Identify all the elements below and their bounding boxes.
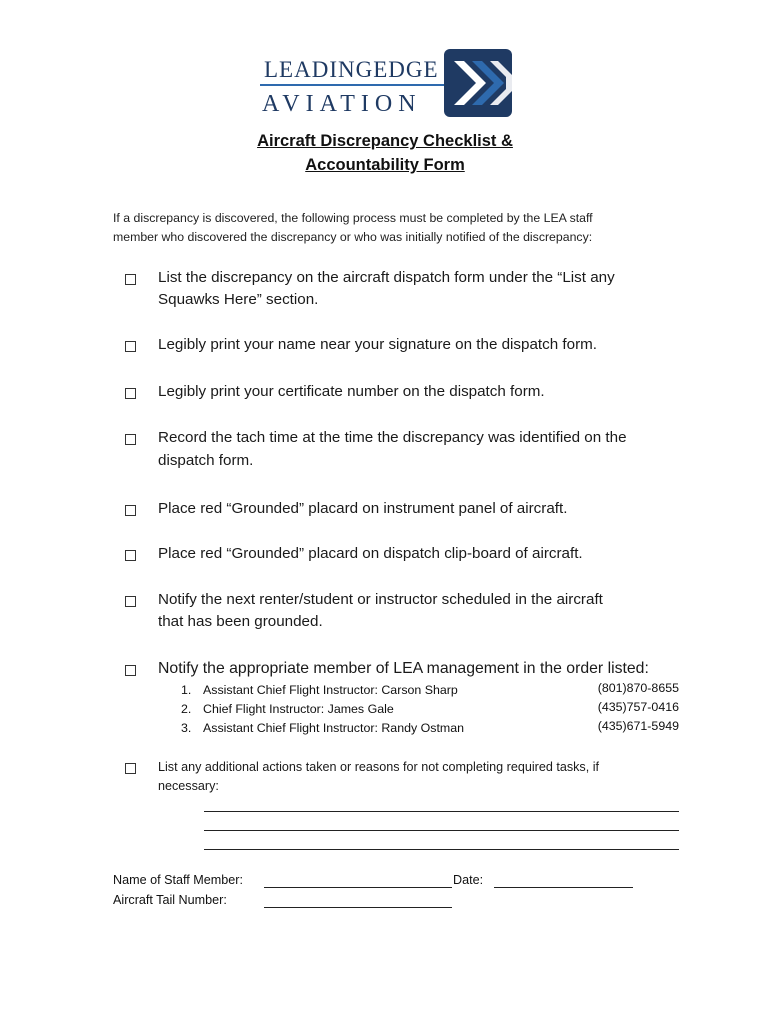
intro-line2: member who discovered the discrepancy or who was initially notified of the discrepancy: xyxy=(113,230,593,244)
form-title-line2: Accountability Form xyxy=(305,156,465,174)
item-2-line1: Legibly print your name near your signature on the dispatch form. xyxy=(158,336,597,353)
checkbox-7[interactable] xyxy=(125,596,136,607)
contact-name: Assistant Chief Flight Instructor: Carson Sharp xyxy=(203,683,458,697)
checkbox-6[interactable] xyxy=(125,550,136,561)
contact-number: 1. xyxy=(181,683,192,697)
item-9-line1: List any additional actions taken or reasons for not completing required tasks, if xyxy=(158,760,600,774)
item-5-line1: Place red “Grounded” placard on instrument panel of aircraft. xyxy=(158,500,568,517)
item-9-line2: necessary: xyxy=(158,779,219,793)
date-label: Date: xyxy=(453,873,484,887)
checkbox-3[interactable] xyxy=(125,388,136,399)
contact-phone: (435)757-0416 xyxy=(597,700,679,714)
staff-name-field[interactable] xyxy=(264,887,452,888)
intro-line1: If a discrepancy is discovered, the following process must be completed by the LEA staff xyxy=(113,211,593,225)
company-logo xyxy=(254,47,516,121)
item-4-line2: dispatch form. xyxy=(158,452,254,469)
logo-text-bottom: AVIATION xyxy=(262,91,422,117)
item-7-line2: that has been grounded. xyxy=(158,613,323,630)
checkbox-4[interactable] xyxy=(125,434,136,445)
contact-name: Assistant Chief Flight Instructor: Randy Ostman xyxy=(203,721,464,735)
item-1-line2: Squawks Here” section. xyxy=(158,291,319,308)
form-title-line1: Aircraft Discrepancy Checklist & xyxy=(257,132,513,150)
contact-number: 2. xyxy=(181,702,192,716)
item-8-line1: Notify the appropriate member of LEA management in the order listed: xyxy=(158,660,649,677)
item-3-line1: Legibly print your certificate number on the dispatch form. xyxy=(158,383,545,400)
contact-number: 3. xyxy=(181,721,192,735)
item-7-line1: Notify the next renter/student or instructor scheduled in the aircraft xyxy=(158,591,603,608)
answer-line-2[interactable] xyxy=(204,830,679,831)
tail-number-field[interactable] xyxy=(264,907,452,908)
checkbox-8[interactable] xyxy=(125,665,136,676)
staff-name-label: Name of Staff Member: xyxy=(113,873,243,887)
checkbox-2[interactable] xyxy=(125,341,136,352)
logo-text-top: LEADINGEDGE xyxy=(264,57,439,82)
item-6-line1: Place red “Grounded” placard on dispatch clip-board of aircraft. xyxy=(158,545,583,562)
tail-number-label: Aircraft Tail Number: xyxy=(113,893,227,907)
contact-phone: (435)671-5949 xyxy=(597,719,679,733)
date-field[interactable] xyxy=(494,887,633,888)
checkbox-1[interactable] xyxy=(125,274,136,285)
checkbox-5[interactable] xyxy=(125,505,136,516)
contact-phone: (801)870-8655 xyxy=(597,681,679,695)
checkbox-9[interactable] xyxy=(125,763,136,774)
item-4-line1: Record the tach time at the time the discrepancy was identified on the xyxy=(158,429,627,446)
contact-name: Chief Flight Instructor: James Gale xyxy=(203,702,394,716)
answer-line-1[interactable] xyxy=(204,811,679,812)
answer-line-3[interactable] xyxy=(204,849,679,850)
item-1-line1: List the discrepancy on the aircraft dispatch form under the “List any xyxy=(158,269,615,286)
